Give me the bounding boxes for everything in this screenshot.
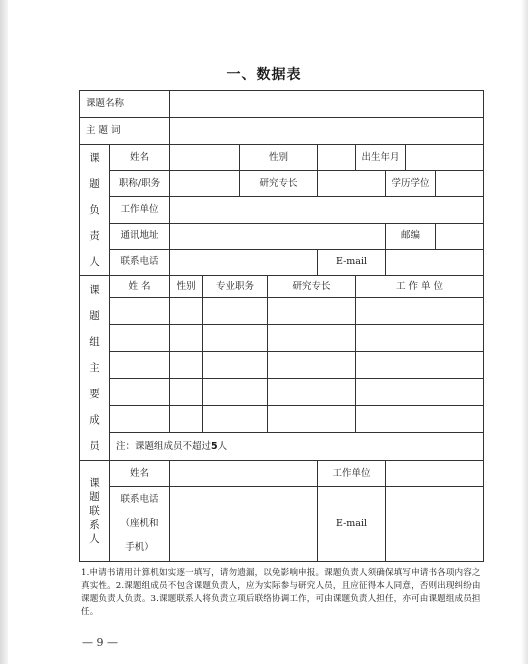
member-name-header: 姓 名 <box>110 276 170 298</box>
leader-postcode-label: 邮编 <box>386 223 436 249</box>
leader-birth-field[interactable] <box>406 145 484 171</box>
leader-email-label: E-mail <box>318 249 386 275</box>
leader-phone-label: 联系电话 <box>110 249 170 275</box>
page-number: — 9 — <box>82 636 118 649</box>
member-row <box>80 298 484 325</box>
leader-postcode-field[interactable] <box>436 223 484 249</box>
leader-title-field[interactable] <box>170 171 240 197</box>
member-gender-header: 性别 <box>170 276 203 298</box>
project-name-field[interactable] <box>170 91 484 118</box>
member-workplace-header: 工 作 单 位 <box>356 276 484 298</box>
contact-name-field[interactable] <box>170 461 318 487</box>
contact-phone-label: 联系电话 （座机和 手机） <box>110 487 170 562</box>
contact-section-label: 课 题 联 系 人 <box>80 461 110 562</box>
page-right-shadow <box>522 0 528 664</box>
leader-phone-field[interactable] <box>170 249 318 275</box>
members-section-label: 课 题 组 主 要 成 员 <box>80 276 110 461</box>
keywords-field[interactable] <box>170 118 484 145</box>
members-note: 注：课题组成员不超过5人 <box>110 433 484 461</box>
leader-address-field[interactable] <box>170 223 386 249</box>
leader-workplace-field[interactable] <box>170 197 484 223</box>
leader-research-label: 研究专长 <box>240 171 318 197</box>
member-row <box>80 352 484 379</box>
contact-workplace-field[interactable] <box>386 461 484 487</box>
leader-workplace-label: 工作单位 <box>110 197 170 223</box>
member-row <box>80 325 484 352</box>
leader-email-field[interactable] <box>386 249 484 275</box>
leader-research-field[interactable] <box>318 171 386 197</box>
leader-title-label: 职称/职务 <box>110 171 170 197</box>
member-row <box>80 406 484 433</box>
contact-phone-field[interactable] <box>170 487 318 562</box>
leader-gender-field[interactable] <box>318 145 356 171</box>
page-left-shadow <box>0 0 8 664</box>
leader-education-field[interactable] <box>436 171 484 197</box>
leader-name-field[interactable] <box>170 145 240 171</box>
leader-birth-label: 出生年月 <box>356 145 406 171</box>
leader-education-label: 学历学位 <box>386 171 436 197</box>
leader-section-label: 课 题 负 责 人 <box>80 145 110 276</box>
leader-gender-label: 性别 <box>240 145 318 171</box>
contact-email-label: E-mail <box>318 487 386 562</box>
footnote: 1.申请书请用计算机如实逐一填写，请勿遗漏，以免影响申报。课题负责人须确保填写申请书各项内容之真实性。2.课题组成员不包含课题负责人，应为实际参与研究人员，且应征得本人同意，否则出现纠纷由课题负责人负责。3.课题联系人将负责立项后联络协调工作，可由课题负责人担任，亦可由课题组成员担任。 <box>81 568 481 617</box>
page-title: 一、数据表 <box>226 67 302 83</box>
contact-workplace-label: 工作单位 <box>318 461 386 487</box>
project-name-label: 课题名称 <box>80 91 170 118</box>
leader-name-label: 姓名 <box>110 145 170 171</box>
contact-name-label: 姓名 <box>110 461 170 487</box>
member-research-header: 研究专长 <box>268 276 356 298</box>
leader-address-label: 通讯地址 <box>110 223 170 249</box>
keywords-label: 主 题 词 <box>80 118 170 145</box>
contact-email-field[interactable] <box>386 487 484 562</box>
data-table <box>79 90 484 562</box>
member-row <box>80 379 484 406</box>
member-position-header: 专业职务 <box>203 276 268 298</box>
